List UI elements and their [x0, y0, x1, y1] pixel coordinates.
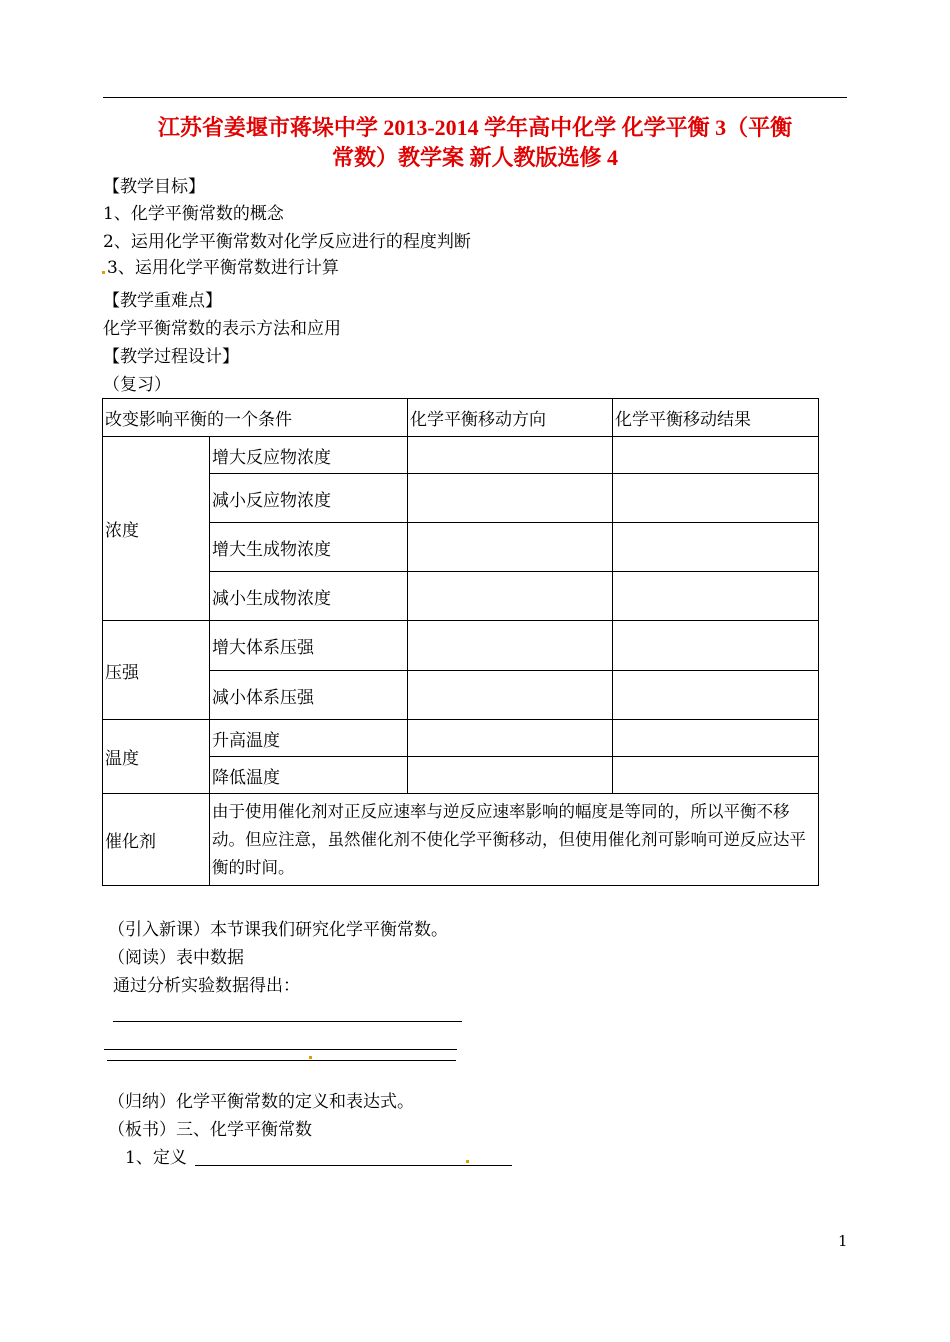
result-cell: [613, 572, 819, 621]
result-cell: [613, 621, 819, 671]
catalyst-text: 由于使用催化剂对正反应速率与逆反应速率影响的幅度是等同的，所以平衡不移动。但应注意，虽然催化剂不使化学平衡移动，但使用催化剂可影响可逆反应达平衡的时间。: [210, 794, 819, 886]
result-cell: [613, 523, 819, 572]
direction-cell: [408, 757, 613, 794]
stray-mark: [102, 271, 105, 274]
document-title: [103, 113, 847, 173]
blank-line: [104, 1049, 457, 1050]
condition-cell: 降低温度: [210, 757, 408, 794]
table-row: [103, 720, 819, 757]
group-pressure: 压强: [103, 621, 210, 720]
board-text: （板书）三、化学平衡常数: [108, 1120, 312, 1140]
title-line-1: 江苏省姜堰市蒋垛中学 2013-2014 学年高中化学 化学平衡 3（平衡: [157, 115, 793, 140]
title-line-2: 常数）教学案 新人教版选修 4: [331, 145, 618, 170]
condition-cell: 增大反应物浓度: [210, 437, 408, 474]
section-process-heading: 【教学过程设计】: [103, 347, 239, 367]
result-cell: [613, 437, 819, 474]
definition-blank: [195, 1165, 512, 1166]
summary-text: （归纳）化学平衡常数的定义和表达式。: [108, 1092, 414, 1112]
result-cell: [613, 474, 819, 523]
condition-cell: 增大体系压强: [210, 621, 408, 671]
stray-mark: [466, 1160, 469, 1163]
direction-cell: [408, 523, 613, 572]
group-catalyst: 催化剂: [103, 794, 210, 886]
intro-text: （引入新课）本节课我们研究化学平衡常数。: [108, 920, 448, 940]
condition-cell: 减小反应物浓度: [210, 474, 408, 523]
table-row: [103, 523, 819, 572]
direction-cell: [408, 437, 613, 474]
direction-cell: [408, 474, 613, 523]
table-row: [103, 671, 819, 720]
table-row: [103, 621, 819, 671]
result-cell: [613, 757, 819, 794]
review-label: （复习）: [103, 375, 171, 395]
header-rule: [103, 97, 847, 98]
header-direction: 化学平衡移动方向: [408, 399, 613, 437]
key-text: 化学平衡常数的表示方法和应用: [103, 319, 341, 339]
condition-cell: 减小生成物浓度: [210, 572, 408, 621]
reading-text: （阅读）表中数据: [108, 948, 244, 968]
group-temperature: 温度: [103, 720, 210, 794]
table-row: [103, 757, 819, 794]
condition-cell: 减小体系压强: [210, 671, 408, 720]
goal-item: 2、运用化学平衡常数对化学反应进行的程度判断: [103, 232, 471, 252]
blank-line: [113, 1021, 462, 1022]
goal-item: 1、化学平衡常数的概念: [103, 204, 284, 224]
group-concentration: 浓度: [103, 437, 210, 621]
table-row: [103, 437, 819, 474]
result-cell: [613, 720, 819, 757]
result-cell: [613, 671, 819, 720]
direction-cell: [408, 572, 613, 621]
condition-cell: 增大生成物浓度: [210, 523, 408, 572]
header-condition: 改变影响平衡的一个条件: [103, 399, 408, 437]
direction-cell: [408, 671, 613, 720]
section-goals-heading: 【教学目标】: [103, 177, 205, 197]
section-key-heading: 【教学重难点】: [103, 291, 222, 311]
stray-mark: [309, 1056, 312, 1059]
table-row: [103, 794, 819, 886]
header-result: 化学平衡移动结果: [613, 399, 819, 437]
review-table: [102, 398, 819, 886]
table-row: [103, 572, 819, 621]
blank-line: [107, 1060, 456, 1061]
direction-cell: [408, 621, 613, 671]
direction-cell: [408, 720, 613, 757]
goal-item: 3、运用化学平衡常数进行计算: [107, 258, 339, 278]
page-number: 1: [838, 1232, 848, 1250]
table-header-row: [103, 399, 819, 437]
condition-cell: 升高温度: [210, 720, 408, 757]
table-row: [103, 474, 819, 523]
analysis-text: 通过分析实验数据得出：: [113, 976, 300, 996]
definition-label: 1、定义: [125, 1148, 187, 1168]
